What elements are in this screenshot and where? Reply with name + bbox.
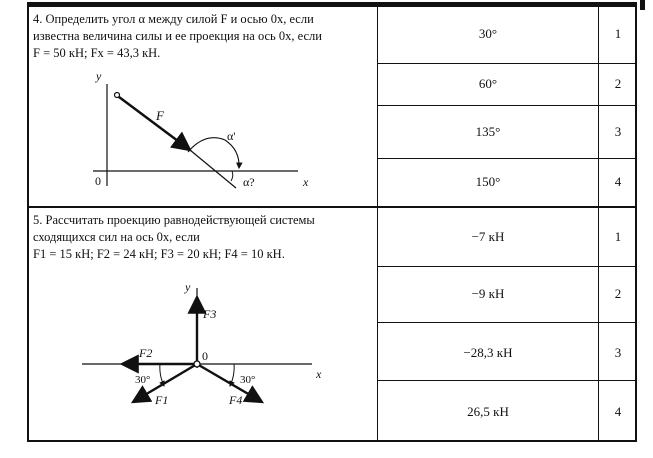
p5-label-f3: F3 xyxy=(203,307,217,321)
p5-number-4: 4 xyxy=(614,404,622,419)
p4-label-force: F xyxy=(156,108,164,123)
problem-4-line-3: F = 50 кН; Fx = 43,3 кН. xyxy=(33,46,161,60)
p5-answer-3: −28,3 кН xyxy=(463,345,513,360)
p4-label-alpha-prime: α' xyxy=(227,129,236,143)
p5-number-1: 1 xyxy=(614,229,622,244)
p5-answer-1: −7 кН xyxy=(471,229,505,244)
problem-5-line-3: F1 = 15 кН; F2 = 24 кН; F3 = 20 кН; F4 = 10 кН. xyxy=(33,247,285,261)
p5-number-2: 2 xyxy=(614,286,622,301)
p4-number-2: 2 xyxy=(614,76,622,91)
problem-5-line-2: сходящихся сил на ось 0x, если xyxy=(33,230,200,244)
p5-label-angle-right: 30° xyxy=(240,374,256,386)
p5-label-y: y xyxy=(185,280,191,294)
problem-5-line-1: 5. Рассчитать проекцию равнодействующей системы xyxy=(33,213,315,227)
p4-label-origin: 0 xyxy=(95,174,101,188)
p4-answer-3: 135° xyxy=(475,124,501,139)
problem-4-line-1: 4. Определить угол α между силой F и осью 0x, если xyxy=(33,12,314,26)
p5-label-x: x xyxy=(316,367,322,381)
p5-label-f2: F2 xyxy=(139,346,153,360)
p4-number-1: 1 xyxy=(614,26,622,41)
p5-label-origin: 0 xyxy=(202,349,208,363)
p4-label-x: x xyxy=(303,175,309,189)
p4-label-alpha: α? xyxy=(243,175,255,189)
p5-origin-dot xyxy=(194,361,200,367)
problem-4-line-2: известна величина силы и ее проекция на ось 0x, если xyxy=(33,29,322,43)
p5-answer-2: −9 кН xyxy=(471,286,505,301)
p4-answer-1: 30° xyxy=(478,26,498,41)
p4-label-y: y xyxy=(96,69,102,83)
p4-number-4: 4 xyxy=(614,174,622,189)
p5-answer-4: 26,5 кН xyxy=(467,404,509,419)
p4-answer-2: 60° xyxy=(478,76,498,91)
p5-label-f1: F1 xyxy=(155,393,169,407)
p4-answer-4: 150° xyxy=(475,174,501,189)
p5-label-f4: F4 xyxy=(229,393,243,407)
p5-number-3: 3 xyxy=(614,345,622,360)
p5-label-angle-left: 30° xyxy=(135,374,151,386)
p4-number-3: 3 xyxy=(614,124,622,139)
